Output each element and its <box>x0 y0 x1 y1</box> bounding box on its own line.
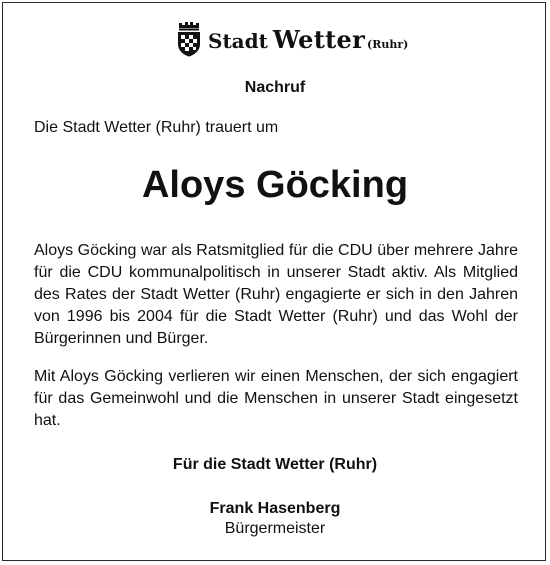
city-logo <box>176 20 408 58</box>
city-crest-icon <box>176 21 202 57</box>
tribute-paragraph: Mit Aloys Göcking verlieren wir einen Menschen, der sich engagiert für das Gemeinwohl und die Menschen in unserer Stadt eingesetzt hat. <box>34 368 518 429</box>
logo-ruhr: (Ruhr) <box>367 37 409 51</box>
logo-wetter: Wetter <box>272 24 366 54</box>
biography-paragraph: Aloys Göcking war als Ratsmitglied für die CDU über mehrere Jahre für die CDU kommunalpolitisch in unserer Stadt aktiv. Als Mitglied des Rates der Stadt Wetter (Ruhr) engagierte er sich in den Jahren von 1996 bis 2004 für die Stadt Wetter (Ruhr) und das Wohl der Bürgerinnen und Bürger. <box>34 242 518 347</box>
closing-line: Für die Stadt Wetter (Ruhr) <box>172 456 378 473</box>
city-wordmark <box>208 25 408 54</box>
notice-heading: Nachruf <box>244 79 306 96</box>
signer-role: Bürgermeister <box>224 520 326 537</box>
logo-stadt: Stadt <box>208 28 268 53</box>
intro-line: Die Stadt Wetter (Ruhr) trauert um <box>34 119 279 136</box>
signer-name: Frank Hasenberg <box>209 500 341 517</box>
deceased-name: Aloys Göcking <box>141 164 409 206</box>
